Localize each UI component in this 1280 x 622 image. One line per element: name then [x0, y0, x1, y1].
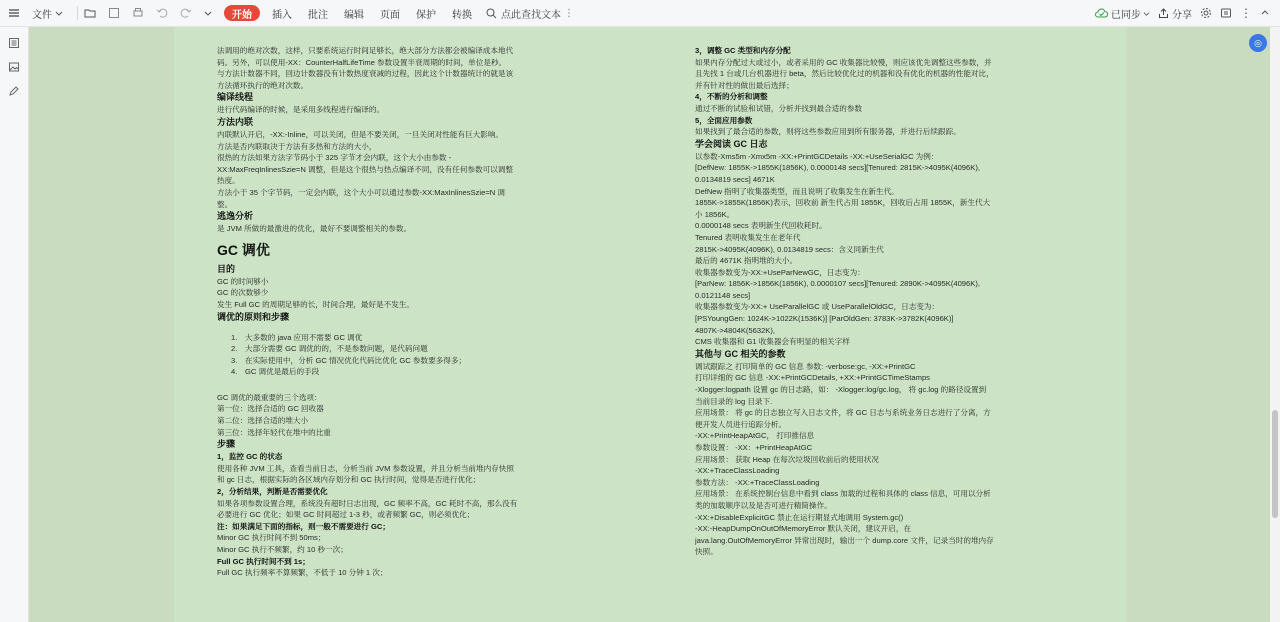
- full-gc-line: Full GC 执行频率不算频繁，不低于 10 分钟 1 次；: [217, 568, 388, 578]
- step-line: 使用各种 JVM 工具，查看当前日志，分析当前 JVM 参数设置，并且分析当前堆内存快照: [217, 463, 514, 473]
- param-line: -Xlogger:logpath 设置 gc 的日志路，如： -Xlogger:log/gc.log， 将 gc.log 的路径设置到: [695, 385, 987, 395]
- find-text-search[interactable]: [486, 6, 574, 21]
- step-line: 如果内存分配过大或过小，或者采用的 GC 收集器比较慢，则应该优先调整这些参数，并: [695, 57, 992, 67]
- list-item: 1. 大多数的 java 应用不需要 GC 调优: [231, 332, 363, 342]
- tab-protect[interactable]: 保护: [416, 9, 436, 21]
- param-line: -XX:+TraceClassLoading: [695, 466, 780, 476]
- inline-line: 内联默认开启，-XX:-Inline，可以关闭，但是不要关闭，一旦关闭对性能有巨大影响。: [217, 129, 504, 139]
- pen-icon[interactable]: [0, 79, 28, 103]
- share-button[interactable]: [1158, 0, 1192, 26]
- inline-line: 热度。: [217, 176, 240, 186]
- step-line: 和 gc 日志，根据实际的各区域内存划分和 GC 执行时间，觉得是否进行优化；: [217, 475, 481, 485]
- share-label: 分享: [1172, 9, 1192, 21]
- heading-escape: 逃逸分析: [217, 211, 254, 222]
- outline-icon[interactable]: [0, 31, 28, 55]
- list-item: 2. 大部分需要 GC 调优的的，不是参数问题，是代码问题: [231, 344, 428, 354]
- heading-principles: 调优的原则和步骤: [217, 311, 290, 322]
- paragraph: 进行代码编译的时候，是采用多线程进行编译的。: [217, 105, 385, 115]
- right-column: [695, 45, 1029, 558]
- step-line: 如果找到了最合适的参数，则将这些参数应用到所有服务器，并进行后续跟踪。: [695, 127, 961, 137]
- tab-convert[interactable]: 转换: [452, 9, 472, 21]
- document-canvas: [29, 27, 1270, 622]
- param-line: 类的加载顺序以及是否可进行精简操作。: [695, 500, 832, 510]
- list-item: 3. 在实际使用中，分析 GC 情况优化代码比优化 GC 参数要多得多；: [231, 355, 467, 365]
- param-line: 应用场景： 获取 Heap 在每次垃圾回收前后的使用状况: [695, 454, 879, 464]
- options-line: 第二位：选择合适的堆大小: [217, 416, 309, 426]
- inline-line: 方法小于 35 个字节码，一定会内联，这个大小可以通过参数-XX:MaxInlinesSzie=N 调: [217, 187, 505, 197]
- full-gc-title: Full GC 执行时间不到 1s；: [217, 556, 310, 566]
- sync-status[interactable]: [1095, 0, 1150, 26]
- chevron-down-icon: [55, 9, 63, 17]
- param-line: 便开发人员进行追踪分析。: [695, 419, 787, 429]
- log-line: DefNew 指明了收集器类型，而且说明了收集发生在新生代。: [695, 186, 899, 196]
- image-icon[interactable]: [0, 55, 28, 79]
- note-title: 注：如果满足下面的指标，则一般不需要进行 GC；: [217, 521, 390, 531]
- share-icon: [1158, 8, 1169, 19]
- log-line: 2815K->4095K(4096K), 0.0134819 secs：含义同新生代: [695, 244, 884, 254]
- log-line: 1855K->1855K(1856K)表示，回收前 新生代占用 1855K，回收后占用 1855K，新生代大: [695, 198, 991, 208]
- list-item: 4. GC 调优是最后的手段: [231, 367, 320, 377]
- options-line: 第三位：选择年轻代在堆中的比重: [217, 427, 331, 437]
- spacer: [217, 384, 549, 392]
- log-line: CMS 收集器和 G1 收集器会有明显的相关字样: [695, 337, 850, 347]
- search-icon: [486, 8, 497, 19]
- log-line: 0.0000148 secs 表明新生代回收耗时。: [695, 221, 827, 231]
- log-line: 0.0121148 secs]: [695, 290, 751, 300]
- step-title: 5，全面应用参数: [695, 115, 753, 125]
- param-line: 应用场景： 将 gc 的日志独立写入日志文件，将 GC 日志与系统业务日志进行了分离，方: [695, 408, 991, 418]
- open-folder-icon[interactable]: [84, 0, 100, 26]
- tab-page[interactable]: 页面: [380, 9, 400, 21]
- tab-comment[interactable]: 批注: [308, 9, 328, 21]
- step-title: 2，分析结果，判断是否需要优化: [217, 487, 328, 497]
- note-line: Minor GC 执行不频繁，约 10 秒一次；: [217, 545, 348, 554]
- param-line: java.lang.OutOfMemoryError 异常出现时，输出一个 dump.core 文件，记录当时的堆内存: [695, 535, 994, 545]
- heading-inline: 方法内联: [217, 116, 254, 127]
- log-line: [DefNew: 1855K->1855K(1856K), 0.0000148 secs][Tenured: 2815K->4095K(4096K),: [695, 163, 980, 173]
- more-vertical-icon[interactable]: ⋮: [1240, 6, 1252, 20]
- step-title: 3，调整 GC 类型和内存分配: [695, 46, 791, 55]
- tab-edit[interactable]: 编辑: [344, 9, 364, 21]
- log-line: 0.0134819 secs] 4671K: [695, 174, 775, 184]
- step-line: 并有针对性的做出最后选择；: [695, 80, 794, 90]
- log-line: Tenured 表明收集发生在老年代: [695, 232, 801, 242]
- goal-line: GC 的时间够小: [217, 276, 269, 286]
- log-line: [PSYoungGen: 1024K->1022K(1536K)] [ParOldGen: 3783K->3782K(4096K)]: [695, 314, 954, 324]
- log-line: 收集器参数变为-XX:+ UseParallelGC 或 UseParallelOldGC，日志变为：: [695, 302, 940, 312]
- log-line: 小 1856K。: [695, 209, 735, 219]
- log-line: 以参数-Xms5m -Xmx5m -XX:+PrintGCDetails -XX:+UseSerialGC 为例：: [695, 151, 939, 161]
- vertical-scrollbar[interactable]: [1270, 27, 1280, 622]
- scrollbar-thumb[interactable]: [1272, 410, 1278, 518]
- log-line: [ParNew: 1856K->1856K(1856K), 0.0000107 secs][Tenured: 2890K->4095K(4096K),: [695, 279, 980, 289]
- more-options-icon[interactable]: ⋮: [564, 7, 574, 19]
- print-icon[interactable]: [132, 0, 148, 26]
- settings-icon[interactable]: [1200, 0, 1212, 26]
- heading-gc-tuning: GC 调优: [217, 241, 270, 258]
- heading-goal: 目的: [217, 263, 236, 274]
- intro-line: 法调用的绝对次数，这样，只要系统运行时间足够长，绝大部分方法都会被编译成本地代: [217, 46, 514, 55]
- cloud-sync-icon: [1095, 8, 1108, 19]
- redo-icon[interactable]: [180, 0, 196, 26]
- file-menu[interactable]: [32, 0, 63, 26]
- left-rail: [0, 27, 29, 622]
- heading-compile-thread: 编译线程: [217, 92, 254, 103]
- inline-line: 方法是否内联取决于方法有多热和方法的大小，: [217, 141, 377, 151]
- layout-icon[interactable]: [1220, 0, 1232, 26]
- save-icon[interactable]: [108, 0, 124, 26]
- param-line: -XX:-HeapDumpOnOutOfMemoryError 默认关闭，建议开启，在: [695, 524, 912, 534]
- param-line: 当前目录的 log 目录下.: [695, 396, 773, 406]
- step-line: 通过不断的试验和试错，分析并找到最合适的参数: [695, 103, 863, 113]
- more-dropdown-icon[interactable]: [204, 0, 212, 26]
- search-placeholder: 点此查找文本: [501, 9, 561, 21]
- paragraph: 是 JVM 所做的最激进的优化，最好不要调整相关的参数。: [217, 224, 412, 234]
- intro-line: 与方法计数器不同，回边计数器没有计数热度衰减的过程，因此这个计数器统计的就是该: [217, 69, 514, 79]
- undo-icon[interactable]: [156, 0, 172, 26]
- options-line: GC 调优的最重要的三个选项：: [217, 392, 322, 402]
- sync-label: 已同步: [1111, 9, 1141, 21]
- chevron-down-icon: [1143, 10, 1150, 17]
- top-toolbar: [0, 0, 1280, 27]
- param-line: 参数设置： -XX：+PrintHeapAtGC: [695, 443, 813, 452]
- param-line: -XX:+DisableExplicitGC 禁止在运行期显式地调用 System.gc(): [695, 512, 904, 522]
- heading-steps: 步骤: [217, 439, 236, 450]
- file-menu-label: 文件: [32, 9, 52, 21]
- log-line: 收集器参数变为-XX:+UseParNewGC，日志变为：: [695, 267, 865, 277]
- param-line: -XX:+PrintHeapAtGC， 打印推信息: [695, 431, 815, 441]
- menu-icon[interactable]: [8, 0, 24, 26]
- left-column: [217, 45, 549, 579]
- param-line: 参数方法： -XX:+TraceClassLoading: [695, 477, 820, 487]
- step-title: 1，监控 GC 的状态: [217, 452, 283, 462]
- intro-line: 方法循环执行的绝对次数。: [217, 80, 309, 90]
- step-line: 必要进行 GC 优化；如果 GC 时间超过 1-3 秒，或者频繁 GC，则必须优化；: [217, 510, 475, 520]
- intro-line: 码。另外，可以使用-XX：CounterHalfLifeTime 参数设置半衰周期的时间，单位是秒。: [217, 57, 507, 67]
- heading-other-params: 其他与 GC 相关的参数: [695, 348, 786, 359]
- step-line: 且先找 1 台或几台机器进行 beta，然后比较优化过的机器和没有优化的机器的性能对比，: [695, 69, 994, 79]
- note-line: Minor GC 执行时间不到 50ms；: [217, 533, 326, 543]
- goal-line: 发生 Full GC 的周期足够的长，时间合理，最好是不发生。: [217, 299, 415, 309]
- collapse-icon[interactable]: [1260, 0, 1270, 26]
- log-line: 最后的 4671K 指明堆的大小。: [695, 256, 798, 266]
- inline-line: XX:MaxFreqInlinesSzie=N 调整，但是这个很热与热点编译不同，没有任何参数可以调整: [217, 164, 513, 174]
- principles-list: [231, 332, 549, 378]
- tab-start[interactable]: 开始: [224, 5, 260, 21]
- param-line: 打印详细的 GC 信息 -XX:+PrintGCDetails, +XX:+PrintGCTimeStamps: [695, 373, 930, 383]
- inline-line: 很热的方法如果方法字节码小于 325 字节才会内联，这个大小由参数 -: [217, 153, 452, 163]
- step-title: 4，不断的分析和调整: [695, 92, 768, 102]
- document-page: [174, 27, 1126, 622]
- param-line: 应用场景： 在系统控制台信息中看到 class 加载的过程和具体的 class 信息，可用以分析: [695, 489, 991, 499]
- goal-line: GC 的次数够少: [217, 288, 269, 298]
- param-line: 调试跟踪之 打印简单的 GC 信息 参数: -verbose:gc, -XX:+PrintGC: [695, 361, 916, 371]
- inline-line: 整。: [217, 199, 233, 209]
- param-line: 快照。: [695, 547, 718, 557]
- log-line: 4807K->4804K(5632K),: [695, 325, 776, 335]
- heading-read-log: 学会阅读 GC 日志: [695, 138, 768, 149]
- tab-insert[interactable]: 插入: [272, 9, 292, 21]
- right-tools: [1087, 0, 1270, 26]
- step-line: 如果各项参数设置合理，系统没有超时日志出现，GC 频率不高，GC 耗时不高，那么没有: [217, 498, 518, 508]
- toolbar-divider: [77, 6, 78, 20]
- options-line: 第一位：选择合适的 GC 回收器: [217, 404, 324, 414]
- ai-assistant-icon[interactable]: ◎: [1249, 34, 1267, 52]
